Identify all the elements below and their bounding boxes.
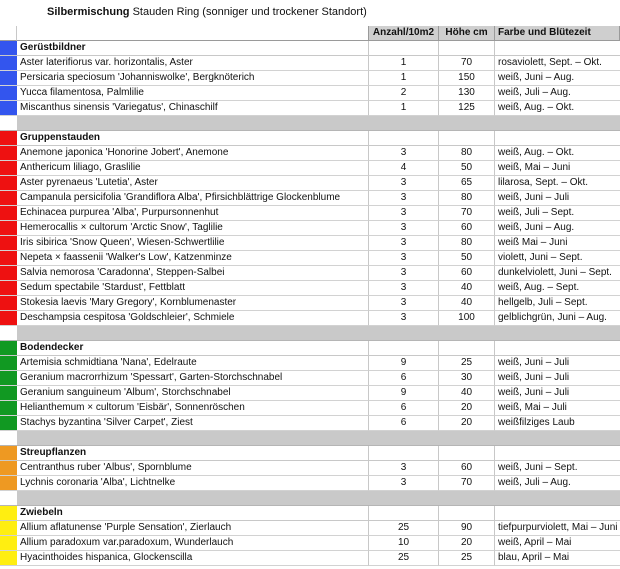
count-cell[interactable]: 10 (369, 536, 439, 551)
separator-cell[interactable] (439, 491, 495, 506)
group-color-marker[interactable] (0, 41, 17, 56)
separator-marker[interactable] (0, 491, 17, 506)
plant-name-cell[interactable]: Stachys byzantina 'Silver Carpet', Ziest (17, 416, 369, 431)
table-row (0, 161, 620, 176)
plant-name-cell[interactable]: Nepeta × faassenii 'Walker's Low', Katzenminze (17, 251, 369, 266)
group-count-cell[interactable] (369, 341, 439, 356)
count-cell[interactable]: 6 (369, 371, 439, 386)
group-row (0, 341, 620, 356)
plant-name-cell[interactable]: Iris sibirica 'Snow Queen', Wiesen-Schwertlilie (17, 236, 369, 251)
bloom-cell[interactable]: weiß, Juni – Aug. (495, 221, 620, 236)
bloom-cell[interactable]: lilarosa, Sept. – Okt. (495, 176, 620, 191)
table-row (0, 461, 620, 476)
count-cell[interactable]: 3 (369, 251, 439, 266)
group-height-cell[interactable] (439, 446, 495, 461)
group-color-cell[interactable] (495, 506, 620, 521)
separator-cell[interactable] (369, 491, 439, 506)
plant-name-cell[interactable]: Deschampsia cespitosa 'Goldschleier', Schmiele (17, 311, 369, 326)
table-row (0, 416, 620, 431)
table-row (0, 296, 620, 311)
row-color-marker[interactable] (0, 551, 17, 566)
row-color-marker[interactable] (0, 386, 17, 401)
separator-cell[interactable] (495, 431, 620, 446)
group-name[interactable]: Bodendecker (17, 341, 369, 356)
height-cell[interactable]: 50 (439, 251, 495, 266)
plant-name-cell[interactable]: Artemisia schmidtiana 'Nana', Edelraute (17, 356, 369, 371)
table-row (0, 551, 620, 566)
count-cell[interactable]: 3 (369, 476, 439, 491)
bloom-cell[interactable]: weiß, Mai – Juni (495, 161, 620, 176)
table-row (0, 71, 620, 86)
group-name[interactable]: Zwiebeln (17, 506, 369, 521)
count-cell[interactable]: 6 (369, 416, 439, 431)
group-row (0, 446, 620, 461)
plant-table (0, 26, 620, 566)
plant-name-cell[interactable]: Geranium sanguineum 'Album', Storchschnabel (17, 386, 369, 401)
table-row (0, 536, 620, 551)
plant-name-cell[interactable]: Campanula persicifolia 'Grandiflora Alba', Pfirsichblättrige Glockenblume (17, 191, 369, 206)
row-color-marker[interactable] (0, 476, 17, 491)
height-cell[interactable]: 60 (439, 221, 495, 236)
group-color-cell[interactable] (495, 131, 620, 146)
group-color-cell[interactable] (495, 41, 620, 56)
group-name[interactable]: Streupflanzen (17, 446, 369, 461)
group-count-cell[interactable] (369, 446, 439, 461)
plant-name-cell[interactable]: Persicaria speciosum 'Johanniswolke', Bergknöterich (17, 71, 369, 86)
bloom-cell[interactable]: weiß, Aug. – Sept. (495, 281, 620, 296)
count-cell[interactable]: 3 (369, 191, 439, 206)
bloom-cell[interactable]: weiß, Juli – Aug. (495, 86, 620, 101)
height-cell[interactable]: 40 (439, 386, 495, 401)
count-cell[interactable]: 3 (369, 176, 439, 191)
height-cell[interactable]: 25 (439, 356, 495, 371)
group-count-cell[interactable] (369, 506, 439, 521)
separator-marker[interactable] (0, 326, 17, 341)
separator-row (0, 326, 620, 341)
count-cell[interactable]: 3 (369, 461, 439, 476)
group-color-marker[interactable] (0, 341, 17, 356)
table-row (0, 281, 620, 296)
height-cell[interactable]: 70 (439, 56, 495, 71)
height-cell[interactable]: 25 (439, 551, 495, 566)
plant-name-cell[interactable]: Allium paradoxum var.paradoxum, Wunderlauch (17, 536, 369, 551)
row-color-marker[interactable] (0, 356, 17, 371)
separator-cell[interactable] (17, 116, 369, 131)
separator-cell[interactable] (495, 326, 620, 341)
height-cell[interactable]: 30 (439, 371, 495, 386)
row-color-marker[interactable] (0, 521, 17, 536)
group-height-cell[interactable] (439, 341, 495, 356)
table-row (0, 251, 620, 266)
bloom-cell[interactable]: weiß, Mai – Juli (495, 401, 620, 416)
plant-name-cell[interactable]: Echinacea purpurea 'Alba', Purpursonnenhut (17, 206, 369, 221)
count-cell[interactable]: 1 (369, 101, 439, 116)
bloom-cell[interactable]: violett, Juni – Sept. (495, 251, 620, 266)
height-cell[interactable]: 20 (439, 416, 495, 431)
height-cell[interactable]: 40 (439, 296, 495, 311)
separator-cell[interactable] (495, 116, 620, 131)
bloom-cell[interactable]: weiß, Aug. – Okt. (495, 146, 620, 161)
table-row (0, 521, 620, 536)
group-color-marker[interactable] (0, 446, 17, 461)
row-color-marker[interactable] (0, 86, 17, 101)
group-row (0, 506, 620, 521)
group-height-cell[interactable] (439, 131, 495, 146)
table-row (0, 401, 620, 416)
bloom-cell[interactable]: tiefpurpurviolett, Mai – Juni (495, 521, 620, 536)
height-cell[interactable]: 80 (439, 191, 495, 206)
count-cell[interactable]: 9 (369, 356, 439, 371)
height-cell[interactable]: 80 (439, 236, 495, 251)
count-cell[interactable]: 25 (369, 521, 439, 536)
separator-row (0, 491, 620, 506)
group-color-cell[interactable] (495, 341, 620, 356)
table-row (0, 191, 620, 206)
title-text: Stauden Ring (sonniger und trockener Standort) (132, 6, 367, 18)
row-color-marker[interactable] (0, 191, 17, 206)
header-marker-cell[interactable] (0, 26, 17, 41)
separator-marker[interactable] (0, 431, 17, 446)
separator-cell[interactable] (17, 491, 369, 506)
bloom-cell[interactable]: rosaviolett, Sept. – Okt. (495, 56, 620, 71)
height-cell[interactable]: 150 (439, 71, 495, 86)
table-row (0, 371, 620, 386)
count-cell[interactable]: 1 (369, 71, 439, 86)
group-count-cell[interactable] (369, 131, 439, 146)
row-color-marker[interactable] (0, 296, 17, 311)
bloom-cell[interactable]: weiß, Juli – Sept. (495, 206, 620, 221)
separator-cell[interactable] (17, 431, 369, 446)
count-cell[interactable]: 3 (369, 296, 439, 311)
separator-cell[interactable] (439, 116, 495, 131)
count-cell[interactable]: 4 (369, 161, 439, 176)
group-color-marker[interactable] (0, 506, 17, 521)
bloom-cell[interactable]: weiß, Juni – Aug. (495, 71, 620, 86)
plant-name-cell[interactable]: Geranium macrorrhizum 'Spessart', Garten-Storchschnabel (17, 371, 369, 386)
count-cell[interactable]: 3 (369, 266, 439, 281)
row-color-marker[interactable] (0, 251, 17, 266)
plant-name-cell[interactable]: Hyacinthoides hispanica, Glockenscilla (17, 551, 369, 566)
row-color-marker[interactable] (0, 221, 17, 236)
header-count[interactable]: Anzahl/10m2 (369, 26, 439, 41)
plant-name-cell[interactable]: Miscanthus sinensis 'Variegatus', Chinaschilf (17, 101, 369, 116)
plant-name-cell[interactable]: Hemerocallis × cultorum 'Arctic Snow', Taglilie (17, 221, 369, 236)
header-color[interactable]: Farbe und Blütezeit (495, 26, 620, 41)
row-color-marker[interactable] (0, 146, 17, 161)
count-cell[interactable]: 9 (369, 386, 439, 401)
row-color-marker[interactable] (0, 236, 17, 251)
row-color-marker[interactable] (0, 161, 17, 176)
table-row (0, 101, 620, 116)
count-cell[interactable]: 3 (369, 206, 439, 221)
height-cell[interactable]: 50 (439, 161, 495, 176)
group-row (0, 41, 620, 56)
row-color-marker[interactable] (0, 461, 17, 476)
separator-row (0, 431, 620, 446)
row-color-marker[interactable] (0, 101, 17, 116)
height-cell[interactable]: 20 (439, 401, 495, 416)
bloom-cell[interactable]: weiß, Juni – Juli (495, 356, 620, 371)
plant-name-cell[interactable]: Sedum spectabile 'Stardust', Fettblatt (17, 281, 369, 296)
bloom-cell[interactable]: gelblichgrün, Juni – Aug. (495, 311, 620, 326)
count-cell[interactable]: 3 (369, 311, 439, 326)
table-row (0, 146, 620, 161)
plant-name-cell[interactable]: Lychnis coronaria 'Alba', Lichtnelke (17, 476, 369, 491)
plant-name-cell[interactable]: Aster laterifiorus var. horizontalis, Aster (17, 56, 369, 71)
height-cell[interactable]: 130 (439, 86, 495, 101)
table-row (0, 56, 620, 71)
group-height-cell[interactable] (439, 41, 495, 56)
height-cell[interactable]: 40 (439, 281, 495, 296)
row-color-marker[interactable] (0, 71, 17, 86)
separator-cell[interactable] (439, 431, 495, 446)
separator-row (0, 116, 620, 131)
bloom-cell[interactable]: weiß, Juni – Juli (495, 191, 620, 206)
plant-name-cell[interactable]: Anthericum liliago, Graslilie (17, 161, 369, 176)
plant-name-cell[interactable]: Allium aflatunense 'Purple Sensation', Zierlauch (17, 521, 369, 536)
count-cell[interactable]: 25 (369, 551, 439, 566)
count-cell[interactable]: 3 (369, 281, 439, 296)
bloom-cell[interactable]: weiß, Juli – Aug. (495, 476, 620, 491)
count-cell[interactable]: 1 (369, 56, 439, 71)
height-cell[interactable]: 70 (439, 206, 495, 221)
row-color-marker[interactable] (0, 176, 17, 191)
group-name[interactable]: Gruppenstauden (17, 131, 369, 146)
bloom-cell[interactable]: weißfilziges Laub (495, 416, 620, 431)
bloom-cell[interactable]: weiß, Juni – Juli (495, 386, 620, 401)
height-cell[interactable]: 65 (439, 176, 495, 191)
table-row (0, 311, 620, 326)
bloom-cell[interactable]: weiß, Juni – Sept. (495, 461, 620, 476)
separator-cell[interactable] (369, 326, 439, 341)
separator-cell[interactable] (439, 326, 495, 341)
row-color-marker[interactable] (0, 281, 17, 296)
table-row (0, 386, 620, 401)
bloom-cell[interactable]: weiß, April – Mai (495, 536, 620, 551)
group-row (0, 131, 620, 146)
height-cell[interactable]: 100 (439, 311, 495, 326)
row-color-marker[interactable] (0, 311, 17, 326)
count-cell[interactable]: 6 (369, 401, 439, 416)
sheet-title (47, 5, 367, 19)
group-name[interactable]: Gerüstbildner (17, 41, 369, 56)
height-cell[interactable]: 125 (439, 101, 495, 116)
header-height[interactable]: Höhe cm (439, 26, 495, 41)
table-row (0, 356, 620, 371)
separator-cell[interactable] (17, 326, 369, 341)
header-name-cell[interactable] (17, 26, 369, 41)
plant-name-cell[interactable]: Stokesia laevis 'Mary Gregory', Kornblumenaster (17, 296, 369, 311)
table-row (0, 221, 620, 236)
group-color-marker[interactable] (0, 131, 17, 146)
height-cell[interactable]: 60 (439, 461, 495, 476)
table-row (0, 476, 620, 491)
height-cell[interactable]: 70 (439, 476, 495, 491)
count-cell[interactable]: 3 (369, 221, 439, 236)
plant-name-cell[interactable]: Centranthus ruber 'Albus', Spornblume (17, 461, 369, 476)
height-cell[interactable]: 20 (439, 536, 495, 551)
table-row (0, 86, 620, 101)
separator-cell[interactable] (369, 116, 439, 131)
bloom-cell[interactable]: dunkelviolett, Juni – Sept. (495, 266, 620, 281)
plant-name-cell[interactable]: Salvia nemorosa 'Caradonna', Steppen-Salbei (17, 266, 369, 281)
bloom-cell[interactable]: hellgelb, Juli – Sept. (495, 296, 620, 311)
row-color-marker[interactable] (0, 206, 17, 221)
count-cell[interactable]: 2 (369, 86, 439, 101)
count-cell[interactable]: 3 (369, 236, 439, 251)
bloom-cell[interactable]: weiß, Juni – Juli (495, 371, 620, 386)
height-cell[interactable]: 60 (439, 266, 495, 281)
height-cell[interactable]: 80 (439, 146, 495, 161)
height-cell[interactable]: 90 (439, 521, 495, 536)
table-row (0, 236, 620, 251)
group-color-cell[interactable] (495, 446, 620, 461)
separator-cell[interactable] (495, 491, 620, 506)
row-color-marker[interactable] (0, 401, 17, 416)
count-cell[interactable]: 3 (369, 146, 439, 161)
bloom-cell[interactable]: weiß Mai – Juni (495, 236, 620, 251)
table-row (0, 206, 620, 221)
row-color-marker[interactable] (0, 56, 17, 71)
plant-name-cell[interactable]: Anemone japonica 'Honorine Jobert', Anemone (17, 146, 369, 161)
table-row (0, 266, 620, 281)
bloom-cell[interactable]: weiß, Aug. – Okt. (495, 101, 620, 116)
plant-name-cell[interactable]: Helianthemum × cultorum 'Eisbär', Sonnenröschen (17, 401, 369, 416)
group-count-cell[interactable] (369, 41, 439, 56)
row-color-marker[interactable] (0, 371, 17, 386)
separator-marker[interactable] (0, 116, 17, 131)
plant-name-cell[interactable]: Aster pyrenaeus 'Lutetia', Aster (17, 176, 369, 191)
table-header (0, 26, 620, 41)
row-color-marker[interactable] (0, 416, 17, 431)
separator-cell[interactable] (369, 431, 439, 446)
bloom-cell[interactable]: blau, April – Mai (495, 551, 620, 566)
row-color-marker[interactable] (0, 266, 17, 281)
table-row (0, 176, 620, 191)
plant-name-cell[interactable]: Yucca filamentosa, Palmlilie (17, 86, 369, 101)
group-height-cell[interactable] (439, 506, 495, 521)
title-prefix: Silbermischung (47, 6, 130, 18)
row-color-marker[interactable] (0, 536, 17, 551)
